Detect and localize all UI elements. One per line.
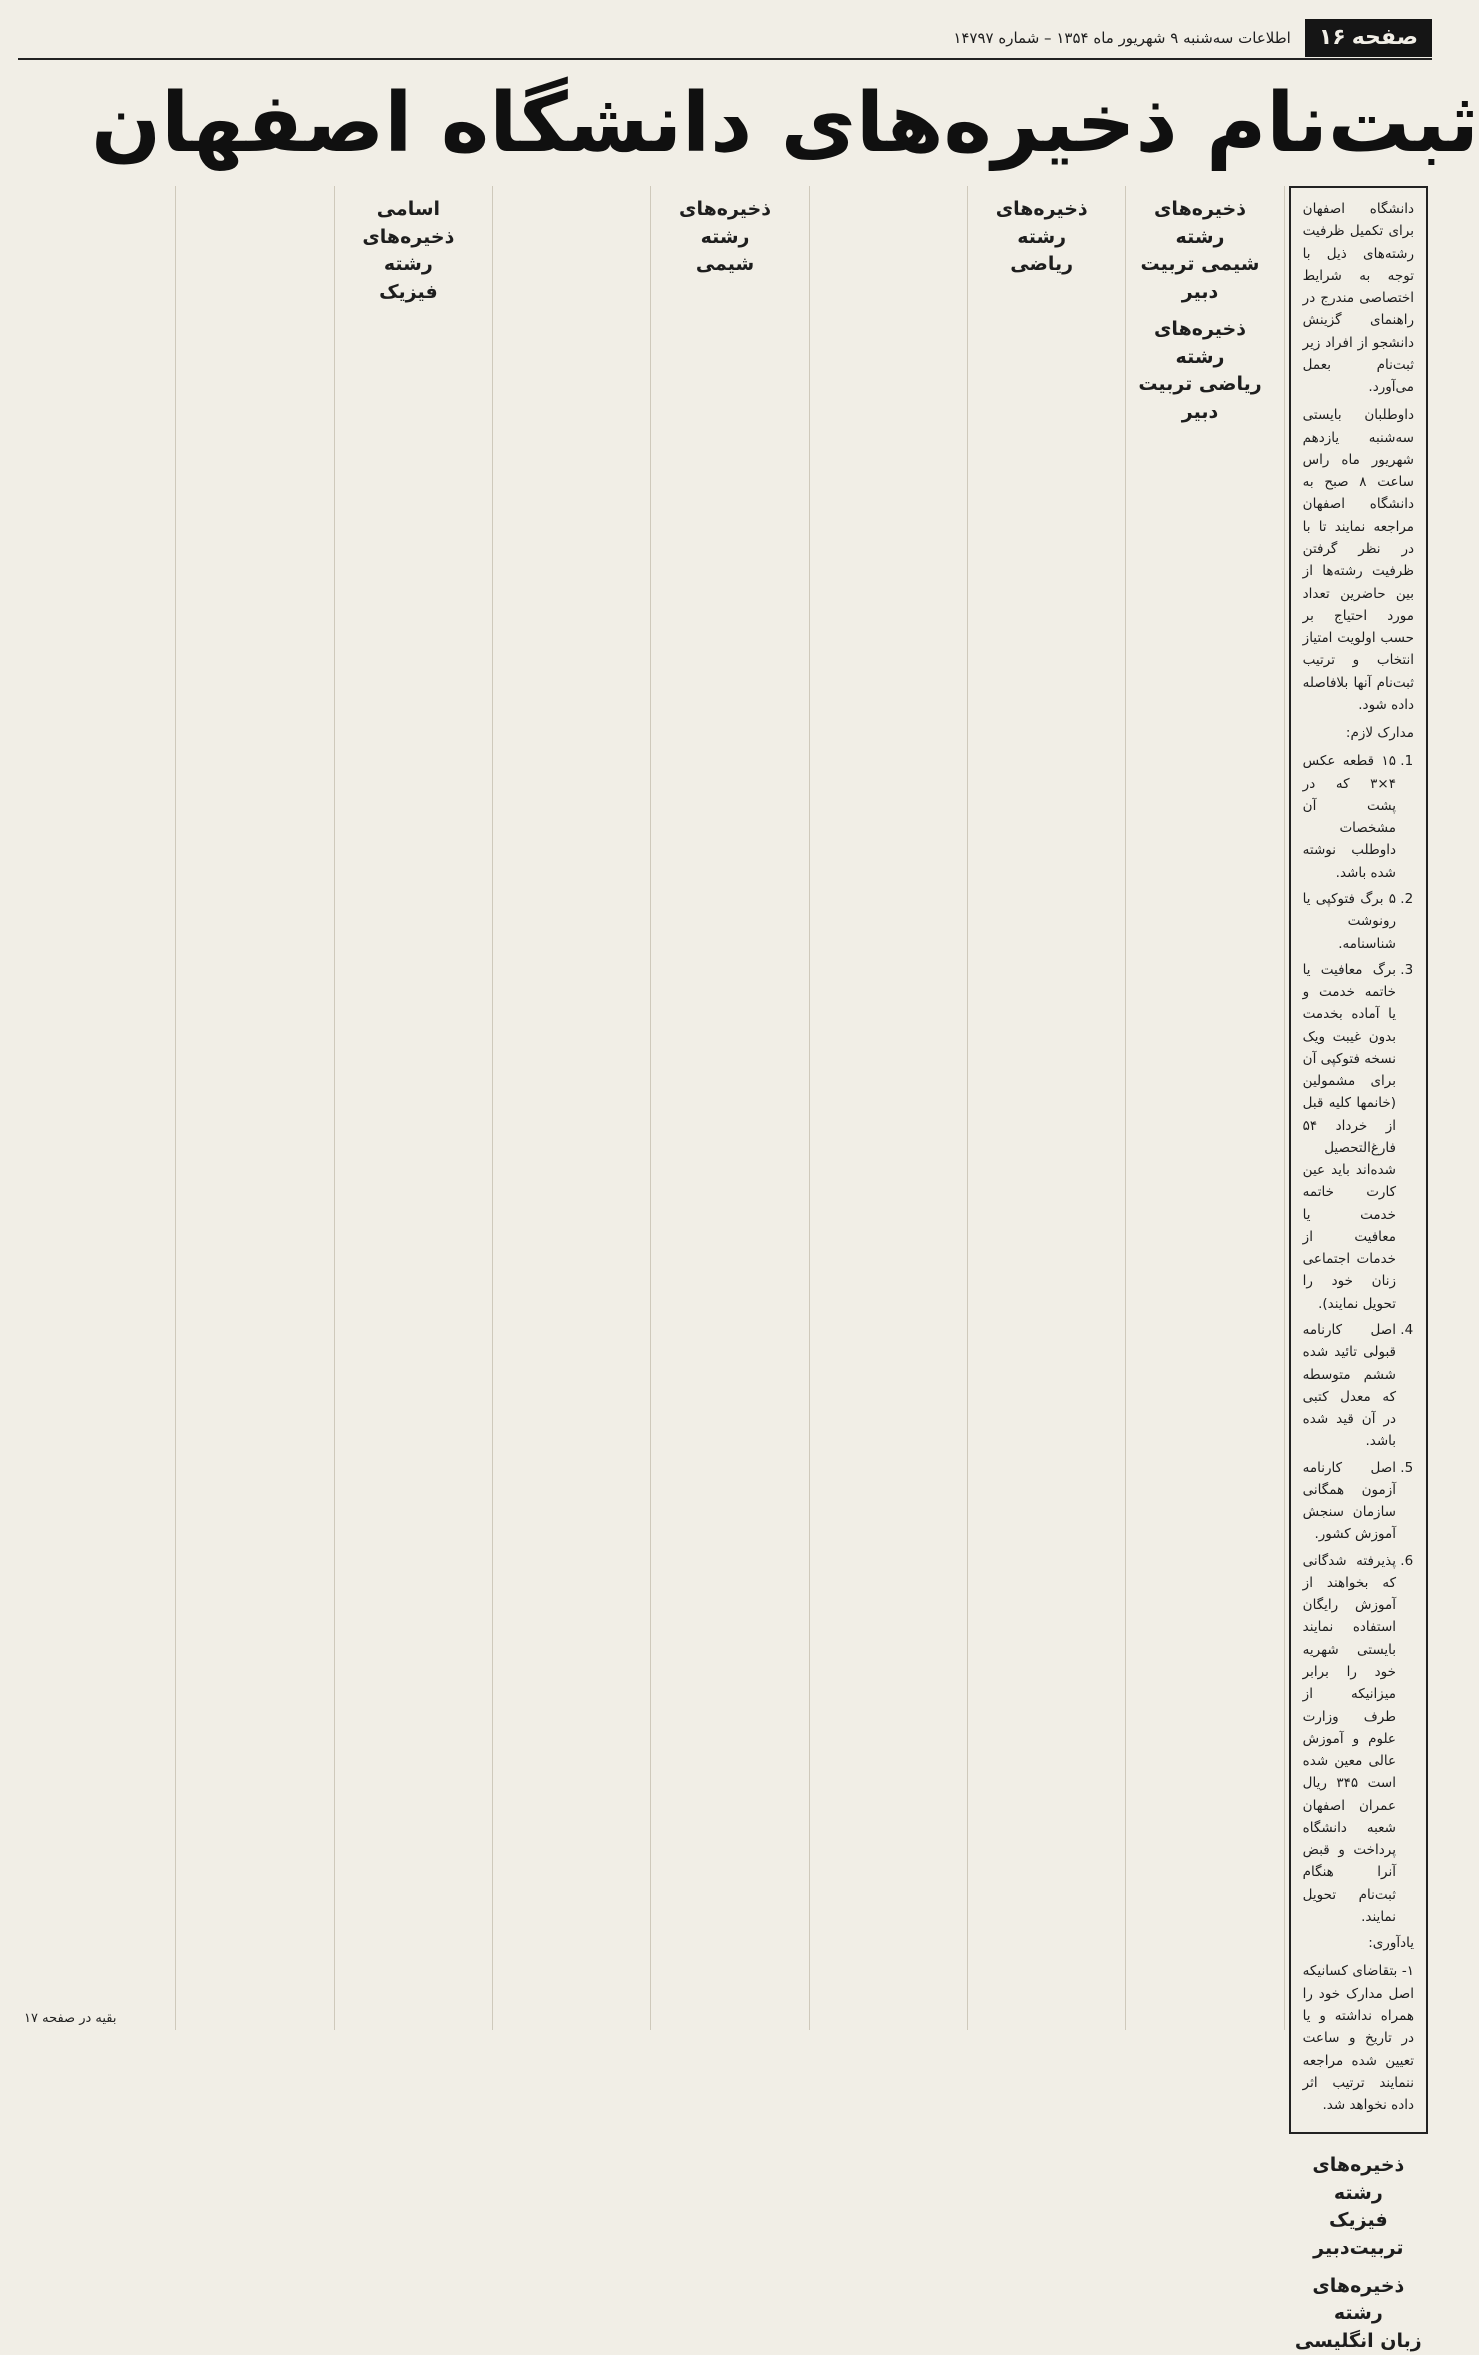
- doc-item: 1. ۱۵ قطعه عکس ۴×۳ که در پشت آن مشخصات داوطلب نوشته شده باشد.: [1303, 750, 1396, 884]
- article-columns: [18, 186, 1432, 2030]
- column-5: [650, 186, 798, 2030]
- newspaper-page: [18, 18, 1432, 2030]
- section-title-biology-teacher: ذخیره‌های رشته شیمی تربیت دبیر: [1130, 196, 1269, 306]
- column-8: [175, 186, 323, 2030]
- doc-item: 4. اصل کارنامه قبولی تائید شده ششم متوسطه که معدل کتبی در آن قید شده باشد.: [1303, 1319, 1396, 1453]
- page-label: صفحه: [1352, 23, 1418, 53]
- section-title-physics-teacher: ذخیره‌های رشته فیزیک تربیت‌دبیر: [1289, 2152, 1428, 2262]
- reminder-text: ۱- بتقاضای کسانیکه اصل مدارک خود را همراه نداشته و یا در تاریخ و ساعت تعیین شده مراجعه ننمایند ترتیب اثر داده نخواهد شد.: [1303, 1960, 1414, 2116]
- section-title-chemistry: ذخیره‌های رشته شیمی: [655, 196, 794, 279]
- column-7: [334, 186, 482, 2030]
- headline: ثبت‌نام ذخیره‌های دانشگاه اصفهان: [91, 76, 1479, 171]
- notice-instructions: داوطلبان بایستی سه‌شنبه یازدهم شهریور ماه راس ساعت ۸ صبح به دانشگاه اصفهان مراجعه نمایند تا با در نظر گرفتن ظرفیت رشته‌ها از بین حاضرین تعداد مورد احتیاج بر حسب اولویت امتیاز انتخاب و ترتیب ثبت‌نام آنها بلافاصله داده شود.: [1303, 404, 1414, 716]
- doc-item: 2. ۵ برگ فتوکپی یا رونوشت شناسنامه.: [1303, 888, 1396, 955]
- notice-intro: دانشگاه اصفهان برای تکمیل ظرفیت رشته‌های ذیل با توجه به شرایط اختصاصی مندرج در راهنمای گزینش دانشجو از افراد زیر ثبت‌نام بعمل می‌آورد.: [1303, 198, 1414, 398]
- column-6: [492, 186, 640, 2030]
- headline-area: [278, 68, 1292, 178]
- column-9: [18, 186, 165, 2030]
- doc-item: 5. اصل کارنامه آزمون همگانی سازمان سنجش آموزش کشور.: [1303, 1457, 1396, 1546]
- column-1: [1284, 186, 1432, 2030]
- column-3: [967, 186, 1115, 2030]
- page-number: ۱۶: [1319, 23, 1346, 53]
- doc-item: 6. پذیرفته شدگانی که بخواهند از آموزش رایگان استفاده نمایند بایستی شهریه خود را برابر میزانیکه از طرف وزارت علوم و آموزش عالی معین شده است ۳۴۵ ریال عمران اصفهان شعبه دانشگاه پرداخت و قبض آنرا هنگام ثبت‌نام تحویل نمایند.: [1303, 1550, 1396, 1929]
- announcement-box: [1289, 186, 1428, 2134]
- masthead-bar: [18, 18, 1432, 60]
- continued-note: بقیه در صفحه ۱۷: [24, 2011, 117, 2026]
- section-title-physics: اسامی ذخیره‌های رشته فیزیک: [339, 196, 478, 306]
- reminder-heading: یادآوری:: [1303, 1932, 1414, 1954]
- dateline: اطلاعات سه‌شنبه ۹ شهریور ماه ۱۳۵۴ – شماره ۱۴۷۹۷: [953, 29, 1291, 47]
- section-title-math-teacher: ذخیره‌های رشته ریاضی تربیت دبیر: [1130, 316, 1269, 426]
- section-title-english: ذخیره‌های رشته زبان انگلیسی: [1289, 2273, 1428, 2355]
- section-title-mathematics: ذخیره‌های رشته ریاضی: [972, 196, 1111, 279]
- column-4: [809, 186, 957, 2030]
- doc-item: 3. برگ معافیت یا خاتمه خدمت و یا آماده بخدمت بدون غیبت ویک نسخه فتوکپی آن برای مشمولین (خانمها کلیه قبل از خرداد ۵۴ فارغ‌التحصیل شده‌اند باید عین کارت خاتمه خدمت یا معافیت از خدمات اجتماعی زنان خود را تحویل نمایند).: [1303, 959, 1396, 1315]
- docs-heading: مدارک لازم:: [1303, 722, 1414, 744]
- column-2: [1125, 186, 1273, 2030]
- docs-list: [1303, 750, 1414, 1928]
- page-number-badge: [1305, 19, 1432, 57]
